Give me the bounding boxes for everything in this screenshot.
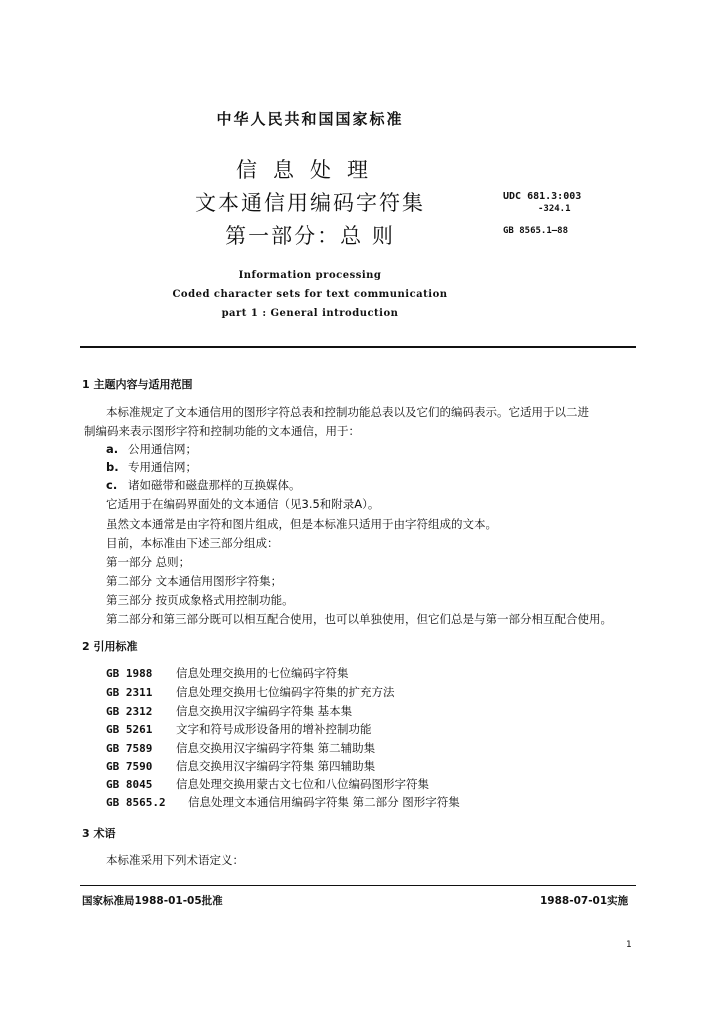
- section1-heading: 1 主题内容与适用范围: [82, 378, 193, 391]
- udc-code-suffix: -324.1: [538, 204, 571, 214]
- udc-code: UDC 681.3:003: [503, 191, 582, 202]
- reference-code: GB 5261: [106, 723, 153, 736]
- doc-title-line3: 第一部分：总 则: [225, 224, 395, 248]
- section1-para1-line1: 本标准规定了文本通信用的图形字符总表和控制功能总表以及它们的编码表示。它适用于以二进: [106, 405, 589, 419]
- approval-date: 国家标准局1988-01-05批准: [82, 895, 223, 907]
- reference-code: GB 1988: [106, 667, 153, 680]
- reference-item: [106, 740, 375, 756]
- reference-item: [106, 721, 372, 737]
- list-item: [106, 441, 197, 457]
- reference-title: 信息交换用汉字编码字符集 第二辅助集: [176, 741, 376, 755]
- reference-title: 信息处理文本通信用编码字符集 第二部分 图形字符集: [188, 795, 460, 809]
- list-text: 公用通信网；: [128, 442, 197, 456]
- reference-item: [106, 794, 460, 810]
- reference-code: GB 8045: [106, 778, 153, 791]
- list-item: [106, 477, 301, 493]
- part-item: 第一部分 总则；: [106, 555, 191, 569]
- reference-item: [106, 684, 395, 700]
- page-number: 1: [626, 940, 632, 950]
- doc-title-line1: 信息处理: [236, 158, 384, 182]
- doc-title-line2: 文本通信用编码字符集: [195, 191, 425, 215]
- section3-heading: 3 术语: [82, 827, 116, 840]
- reference-item: [106, 665, 349, 681]
- reference-title: 文字和符号成形设备用的增补控制功能: [176, 722, 372, 736]
- reference-item: [106, 758, 375, 774]
- section1-para1-line2: 制编码来表示图形字符和控制功能的文本通信，用于：: [84, 424, 360, 438]
- list-marker: a.: [106, 442, 119, 456]
- reference-title: 信息处理交换用七位编码字符集的扩充方法: [176, 685, 395, 699]
- section1-para4: 目前，本标准由下述三部分组成：: [106, 536, 279, 550]
- reference-code: GB 7590: [106, 760, 153, 773]
- effective-date: 1988-07-01实施: [540, 895, 629, 907]
- reference-item: [106, 776, 429, 792]
- english-title-line1: Information processing: [238, 270, 382, 281]
- section2-heading: 2 引用标准: [82, 640, 138, 653]
- part-item: 第三部分 按页成象格式用控制功能。: [106, 593, 294, 607]
- section1-para3: 虽然文本通常是由字符和图片组成，但是本标准只适用于由字符组成的文本。: [106, 517, 497, 531]
- reference-title: 信息交换用汉字编码字符集 基本集: [176, 704, 353, 718]
- reference-code: GB 2311: [106, 686, 153, 699]
- reference-title: 信息处理交换用的七位编码字符集: [176, 666, 349, 680]
- reference-title: 信息处理交换用蒙古文七位和八位编码图形字符集: [176, 777, 429, 791]
- reference-code: GB 2312: [106, 705, 153, 718]
- part-item: 第二部分 文本通信用图形字符集；: [106, 574, 283, 588]
- section3-para1: 本标准采用下列术语定义：: [106, 853, 244, 867]
- section1-para5: 第二部分和第三部分既可以相互配合使用，也可以单独使用，但它们总是与第一部分相互配合使用。: [106, 612, 612, 626]
- list-item: [106, 459, 197, 475]
- list-marker: c.: [106, 478, 118, 492]
- reference-title: 信息交换用汉字编码字符集 第四辅助集: [176, 759, 376, 773]
- footer-divider: [80, 885, 636, 886]
- gb-number: GB 8565.1—88: [503, 226, 569, 236]
- english-title-line2: Coded character sets for text communication: [172, 289, 448, 300]
- header-divider: [80, 346, 636, 348]
- reference-item: [106, 703, 352, 719]
- reference-code: GB 7589: [106, 742, 153, 755]
- org-title: 中华人民共和国国家标准: [216, 110, 404, 128]
- list-text: 专用通信网；: [128, 460, 197, 474]
- reference-code: GB 8565.2: [106, 796, 166, 809]
- english-title-line3: part 1 : General introduction: [221, 308, 399, 319]
- list-text: 诸如磁带和磁盘那样的互换媒体。: [128, 478, 301, 492]
- list-marker: b.: [106, 460, 119, 474]
- section1-para2: 它适用于在编码界面处的文本通信（见3.5和附录A）。: [106, 497, 380, 511]
